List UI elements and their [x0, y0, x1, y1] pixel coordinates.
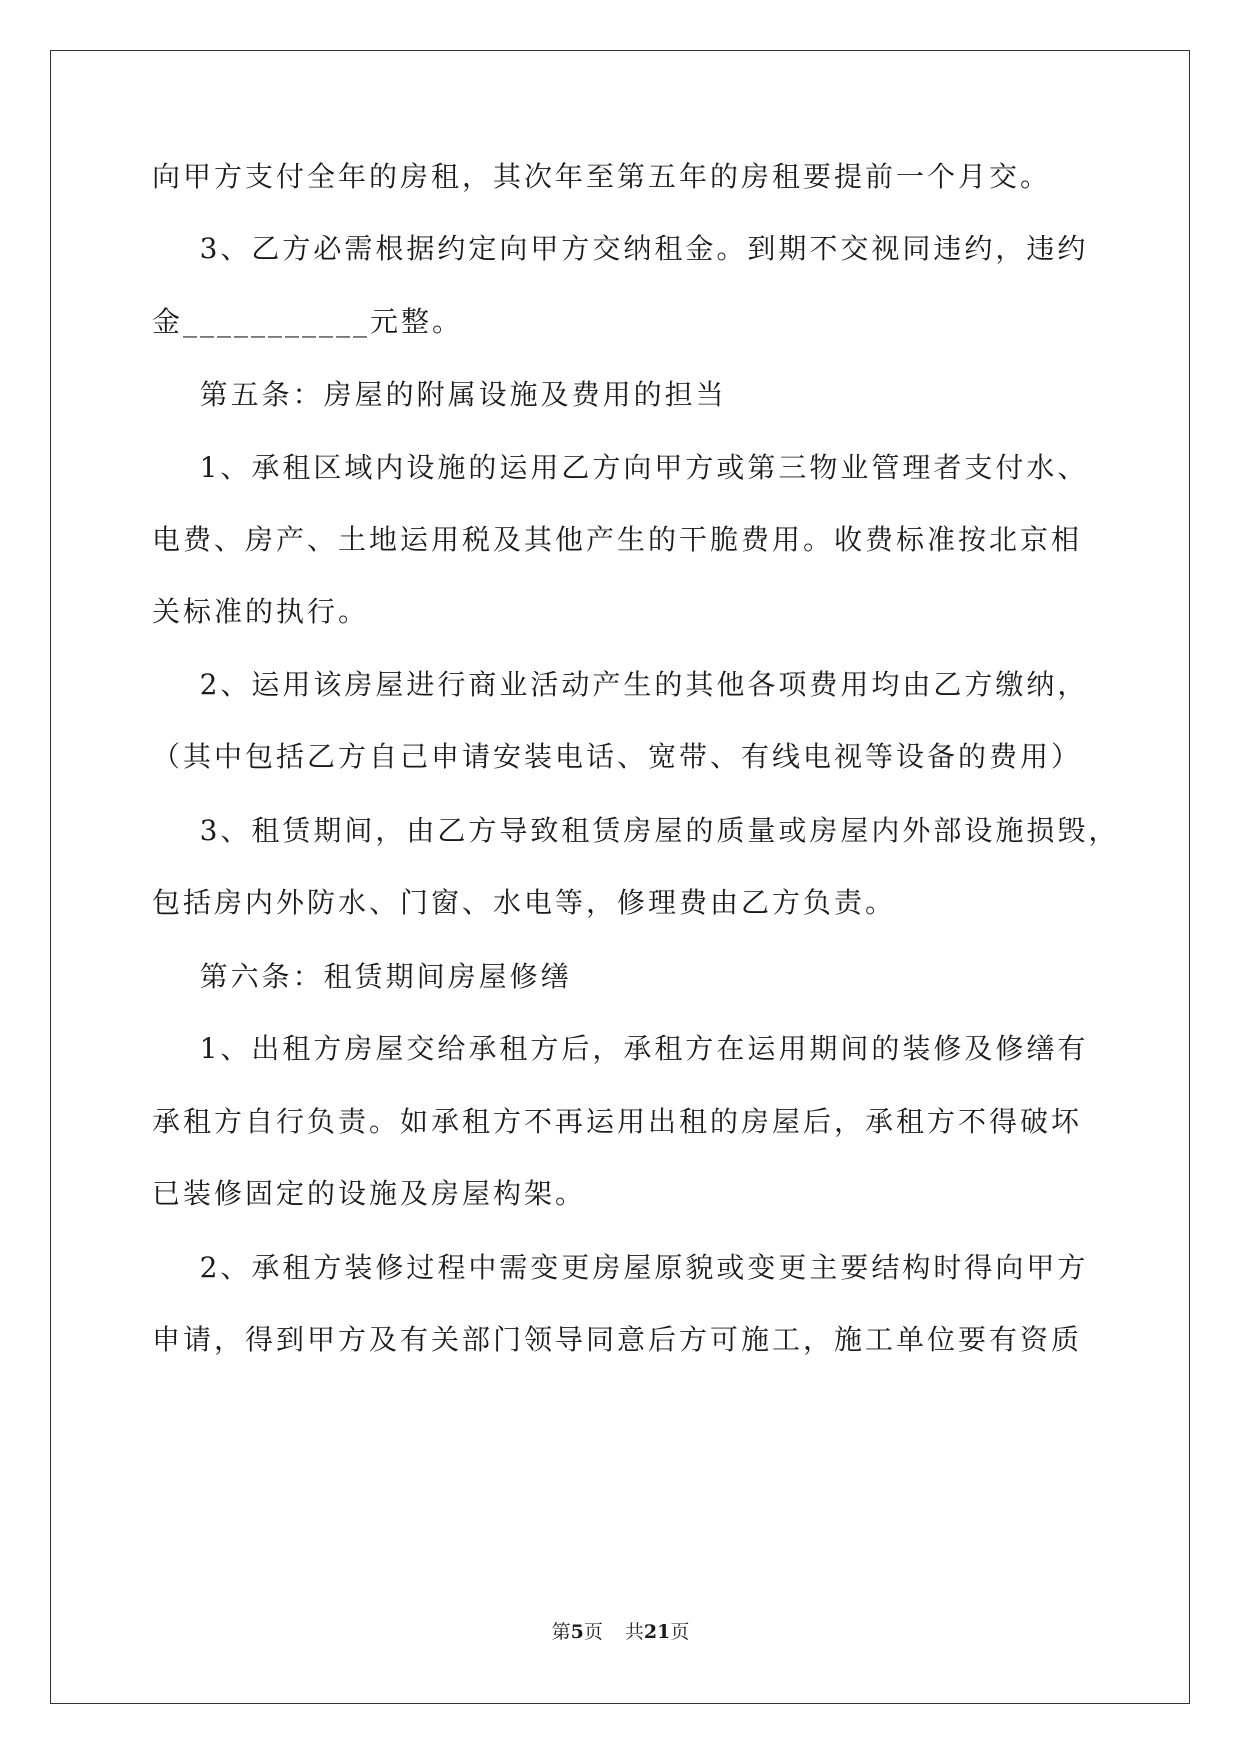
page-prefix: 第 — [551, 1621, 571, 1643]
total-suffix: 页 — [670, 1621, 690, 1643]
text-line: 3、乙方必需根据约定向甲方交纳租金。到期不交视同违约，违约 — [152, 232, 1089, 265]
text-line: 向甲方支付全年的房租，其次年至第五年的房租要提前一个月交。 — [152, 160, 1052, 193]
text-line: 2、运用该房屋进行商业活动产生的其他各项费用均由乙方缴纳， — [152, 668, 1089, 701]
page-number: 5 — [570, 1621, 584, 1643]
text-line: 第五条：房屋的附属设施及费用的担当 — [152, 378, 727, 411]
text-line: 2、承租方装修过程中需变更房屋原貌或变更主要结构时得向甲方 — [152, 1251, 1089, 1284]
page-border — [50, 50, 1190, 1704]
page-suffix: 页 — [583, 1621, 603, 1643]
text-line: 承租方自行负责。如承租方不再运用出租的房屋后，承租方不得破坏 — [152, 1105, 1083, 1138]
text-line: 金___________元整。 — [152, 305, 464, 338]
text-line: 第六条：租赁期间房屋修缮 — [152, 960, 572, 993]
total-prefix: 共 — [624, 1621, 644, 1643]
text-line: 电费、房产、土地运用税及其他产生的干脆费用。收费标准按北京相 — [152, 523, 1083, 556]
page-footer — [0, 1620, 1241, 1644]
text-line: 1、承租区域内设施的运用乙方向甲方或第三物业管理者支付水、 — [152, 451, 1089, 484]
text-line: 关标准的执行。 — [152, 595, 370, 628]
text-line: 1、出租方房屋交给承租方后，承租方在运用期间的装修及修缮有 — [152, 1032, 1089, 1065]
text-line: （其中包括乙方自己申请安装电话、宽带、有线电视等设备的费用） — [152, 740, 1083, 773]
text-line: 申请，得到甲方及有关部门领导同意后方可施工，施工单位要有资质 — [152, 1323, 1083, 1356]
text-line: 已装修固定的设施及房屋构架。 — [152, 1177, 587, 1210]
text-line: 3、租赁期间，由乙方导致租赁房屋的质量或房屋内外部设施损毁， — [152, 814, 1120, 847]
total-pages: 21 — [643, 1621, 671, 1643]
text-line: 包括房内外防水、门窗、水电等，修理费由乙方负责。 — [152, 886, 897, 919]
